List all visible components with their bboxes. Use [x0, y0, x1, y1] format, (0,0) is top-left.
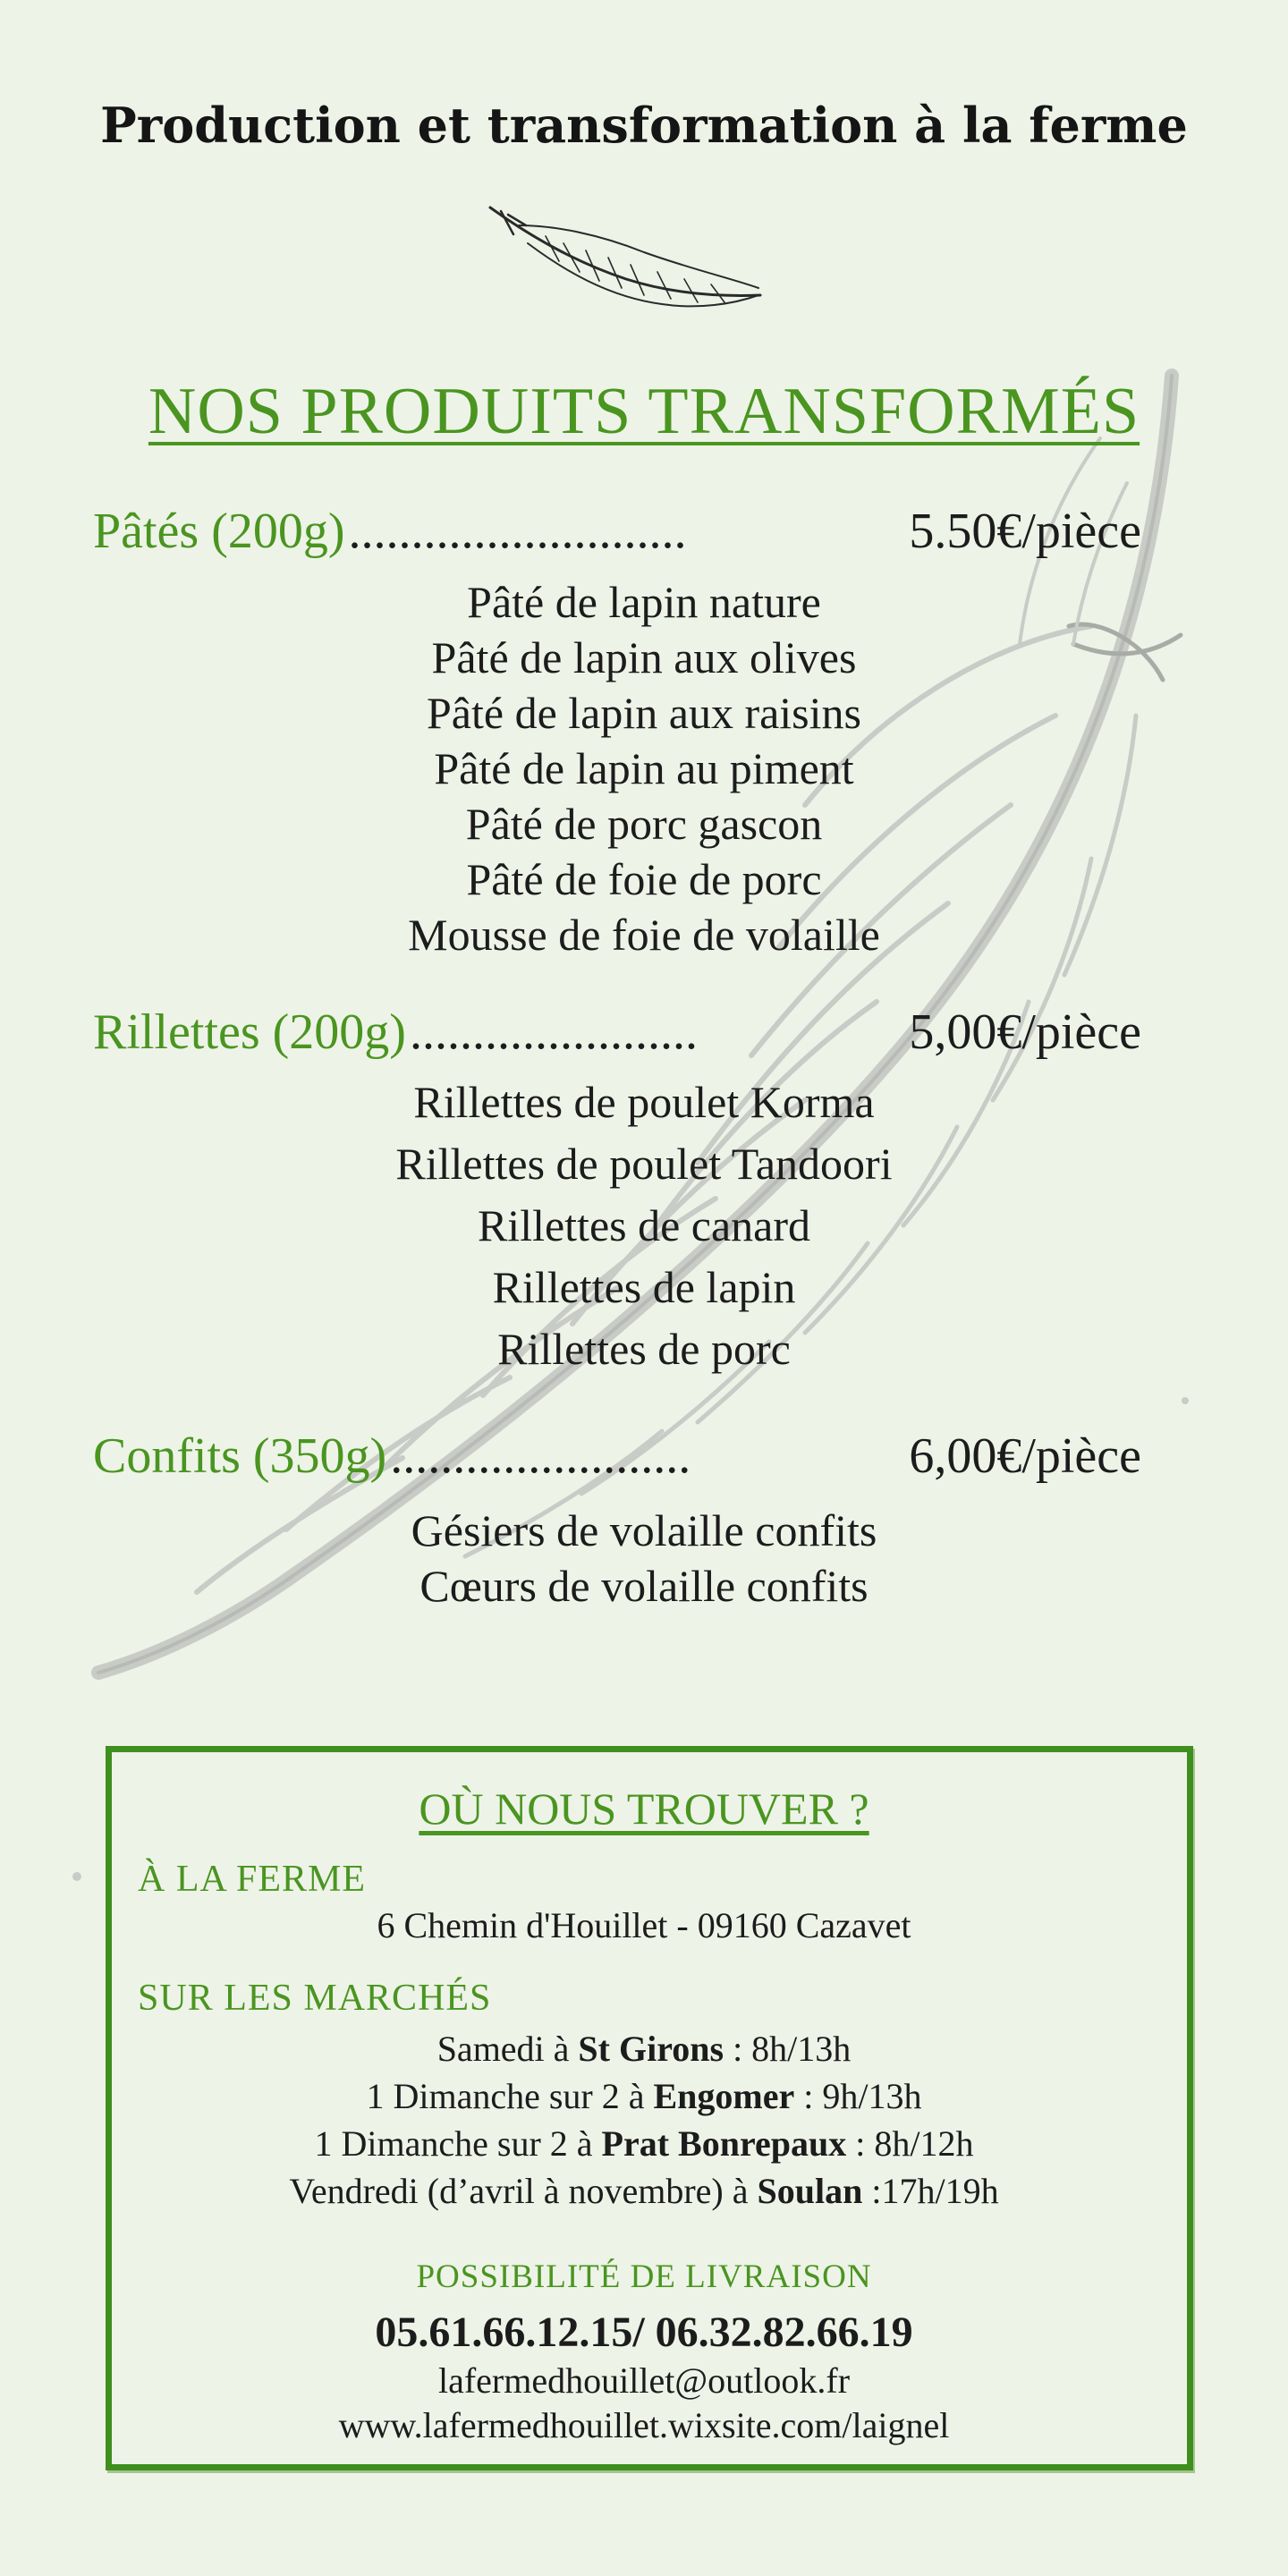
list-item: Rillettes de lapin [492, 1262, 796, 1312]
list-item: Mousse de foie de volaille [408, 910, 880, 960]
website-link[interactable]: www.lafermedhouillet.wixsite.com/laignel [338, 2405, 950, 2445]
dot-leader: ....................... [409, 1004, 698, 1060]
farm-label: À LA FERME [138, 1859, 367, 1900]
category-pates-header [93, 503, 1141, 560]
list-item: Pâté de lapin aux olives [431, 632, 857, 682]
market-item: Samedi à St Girons : 8h/13h [436, 2029, 852, 2069]
category-price: 5.50€/pièce [909, 504, 1141, 559]
list-item: Gésiers de volaille confits [411, 1505, 877, 1555]
list-item: Pâté de lapin au piment [434, 743, 854, 793]
farm-address: 6 Chemin d'Houillet - 09160 Cazavet [377, 1905, 911, 1945]
market-item: Vendredi (d’avril à novembre) à Soulan :17h/19h [289, 2171, 999, 2211]
list-item: Pâté de lapin nature [467, 577, 821, 627]
dot-leader: ........................ [390, 1428, 691, 1484]
page-header-title: Production et transformation à la ferme [100, 97, 1188, 154]
category-name: Confits (350g) [93, 1428, 387, 1484]
list-item: Rillettes de porc [497, 1324, 791, 1374]
list-item: Rillettes de poulet Korma [413, 1077, 875, 1127]
feather-icon [474, 199, 769, 319]
category-price: 5,00€/pièce [909, 1004, 1141, 1060]
list-item: Pâté de porc gascon [465, 799, 823, 849]
category-price: 6,00€/pièce [909, 1428, 1141, 1484]
category-name: Pâtés (200g) [93, 504, 345, 559]
category-rillettes-header [93, 1004, 1141, 1061]
category-pates-items [0, 574, 1288, 962]
dot-leader: ........................... [348, 504, 687, 559]
list-item: Pâté de lapin aux raisins [427, 688, 861, 738]
find-us-title: OÙ NOUS TROUVER ? [419, 1784, 869, 1834]
category-confits-items [0, 1503, 1288, 1614]
delivery-label: POSSIBILITÉ DE LIVRAISON [416, 2258, 872, 2295]
email-link[interactable]: lafermedhouillet@outlook.fr [437, 2360, 851, 2401]
category-confits-header [93, 1428, 1141, 1485]
list-item: Rillettes de canard [477, 1200, 811, 1250]
market-item: 1 Dimanche sur 2 à Engomer : 9h/13h [366, 2076, 922, 2116]
phone-numbers[interactable]: 05.61.66.12.15/ 06.32.82.66.19 [375, 2309, 913, 2356]
list-item: Cœurs de volaille confits [419, 1561, 869, 1611]
list-item: Pâté de foie de porc [466, 854, 822, 904]
section-title: NOS PRODUITS TRANSFORMÉS [148, 375, 1140, 448]
market-item: 1 Dimanche sur 2 à Prat Bonrepaux : 8h/12h [314, 2123, 974, 2164]
list-item: Rillettes de poulet Tandoori [395, 1139, 893, 1189]
markets-list [0, 2025, 1288, 2215]
category-name: Rillettes (200g) [93, 1004, 406, 1060]
markets-label: SUR LES MARCHÉS [138, 1978, 492, 2019]
category-rillettes-items [0, 1072, 1288, 1380]
